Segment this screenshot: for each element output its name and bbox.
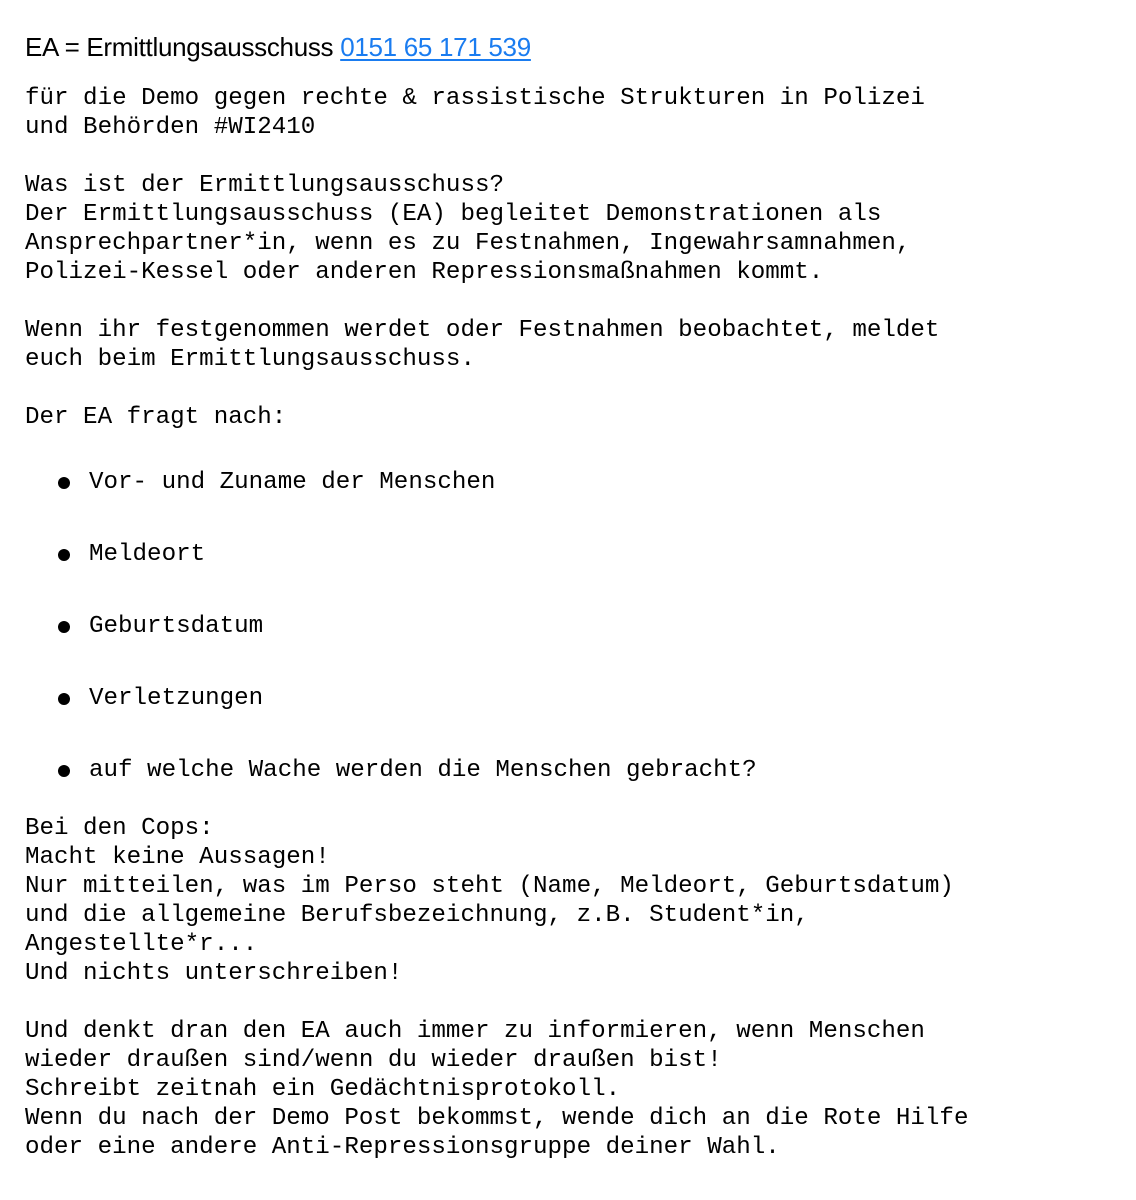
list-item: [25, 684, 1115, 756]
list-item-text: auf welche Wache werden die Menschen gebracht?: [89, 757, 757, 784]
intro-line-1: für die Demo gegen rechte & rassistische Strukturen in Polizei: [25, 85, 925, 112]
closing-line-2: wieder draußen sind/wenn du wieder draußen bist!: [25, 1047, 722, 1074]
asks-section: [25, 403, 1115, 814]
cops-line-1: Bei den Cops:: [25, 815, 214, 842]
cops-line-2: Macht keine Aussagen!: [25, 844, 330, 871]
bullet-icon: [58, 765, 70, 777]
list-item-text: Verletzungen: [89, 685, 264, 712]
report-line-1: Wenn ihr festgenommen werdet oder Festnahmen beobachtet, meldet: [25, 317, 940, 344]
bullet-icon: [58, 477, 70, 489]
closing-line-4: Wenn du nach der Demo Post bekommst, wende dich an die Rote Hilfe: [25, 1105, 969, 1132]
what-is-line-1: Was ist der Ermittlungsausschuss?: [25, 172, 504, 199]
cops-line-3: Nur mitteilen, was im Perso steht (Name, Meldeort, Geburtsdatum): [25, 873, 954, 900]
cops-line-4: und die allgemeine Berufsbezeichnung, z.B. Student*in,: [25, 902, 809, 929]
what-is-line-3: Ansprechpartner*in, wenn es zu Festnahmen, Ingewahrsamnahmen,: [25, 230, 911, 257]
header-line: [25, 28, 1115, 66]
closing-paragraph: [25, 1017, 1115, 1162]
bullet-icon: [58, 549, 70, 561]
report-line-2: euch beim Ermittlungsausschuss.: [25, 346, 475, 373]
closing-line-5: oder eine andere Anti-Repressionsgruppe deiner Wahl.: [25, 1134, 780, 1161]
header-title: EA = Ermittlungsausschuss: [25, 32, 341, 62]
closing-line-3: Schreibt zeitnah ein Gedächtnisprotokoll.: [25, 1076, 621, 1103]
bullet-icon: [58, 693, 70, 705]
asks-list: [25, 468, 1115, 814]
phone-number-link[interactable]: 0151 65 171 539: [340, 32, 531, 62]
list-item-text: Vor- und Zuname der Menschen: [89, 469, 496, 496]
list-item-text: Meldeort: [89, 541, 206, 568]
list-item-text: Geburtsdatum: [89, 613, 264, 640]
list-item: [25, 468, 1115, 540]
what-is-line-4: Polizei-Kessel oder anderen Repressionsmaßnahmen kommt.: [25, 259, 824, 286]
intro-line-2: und Behörden #WI2410: [25, 114, 316, 141]
bullet-icon: [58, 621, 70, 633]
report-paragraph: [25, 316, 1115, 374]
list-item: [25, 540, 1115, 612]
closing-line-1: Und denkt dran den EA auch immer zu informieren, wenn Menschen: [25, 1018, 925, 1045]
cops-paragraph: [25, 814, 1115, 988]
intro-paragraph: [25, 84, 1115, 142]
list-item: [25, 756, 1115, 814]
document-body: [25, 28, 1115, 1191]
what-is-line-2: Der Ermittlungsausschuss (EA) begleitet Demonstrationen als: [25, 201, 882, 228]
what-is-paragraph: [25, 171, 1115, 287]
cops-line-5: Angestellte*r...: [25, 931, 258, 958]
list-item: [25, 612, 1115, 684]
cops-line-6: Und nichts unterschreiben!: [25, 960, 403, 987]
asks-heading: Der EA fragt nach:: [25, 404, 287, 431]
